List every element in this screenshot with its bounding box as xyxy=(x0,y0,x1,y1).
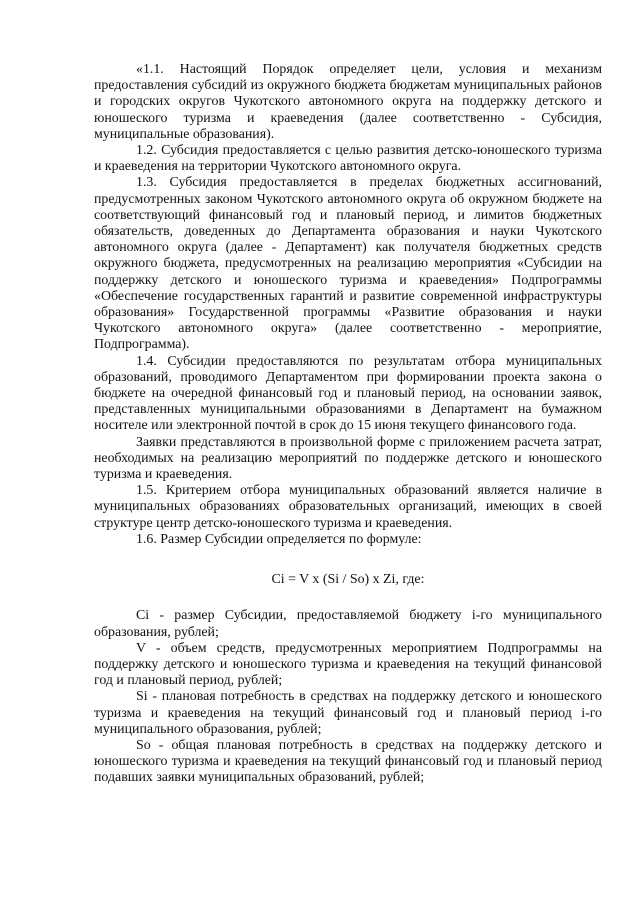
paragraph-1-5: 1.5. Критерием отбора муниципальных образований является наличие в муниципальных образованиях образовательных организаций, имеющих в своей структуре центр детско-юношеского туризма и краеведения. xyxy=(94,483,602,531)
definition-ci: Ci - размер Субсидии, предоставляемой бюджету i-го муниципального образования, рублей; xyxy=(94,608,602,640)
paragraph-1-4: 1.4. Субсидии предоставляются по результатам отбора муниципальных образований, проводимого Департаментом при формировании проекта закона о бюджете на очередной финансовый год и плановый период, на основании заявок, представленных муниципальными образованиями в Департамент на бумажном носителе или электронной почтой в срок до 15 июня текущего финансового года. xyxy=(94,353,602,434)
definition-v: V - объем средств, предусмотренных мероприятием Подпрограммы на поддержку детского и юношеского туризма и краеведения на текущий финансовой год и плановый период, рублей; xyxy=(94,640,602,689)
definition-si: Si - плановая потребность в средствах на поддержку детского и юношеского туризма и краеведения на текущий финансовый год и плановый период i-го муниципального образования, рублей; xyxy=(94,689,602,737)
paragraph-1-6: 1.6. Размер Субсидии определяется по формуле: xyxy=(136,531,422,547)
subsidy-formula: Ci = V x (Si / So) x Zi, где: xyxy=(271,572,425,588)
paragraph-applications: Заявки представляются в произвольной форме с приложением расчета затрат, необходимых на реализацию мероприятий по поддержке детского и юношеского туризма и краеведения. xyxy=(94,434,602,483)
paragraph-1-1: «1.1. Настоящий Порядок определяет цели, условия и механизм предоставления субсидий из окружного бюджета бюджетам муниципальных районов и городских округов Чукотского автономного округа на поддержку детского и юношеского туризма и краеведения (далее соответственно - Субсидия, муниципальные образования). xyxy=(94,62,602,142)
paragraph-1-3: 1.3. Субсидия предоставляется в пределах бюджетных ассигнований, предусмотренных законом Чукотского автономного округа об окружном бюджете на соответствующий финансовый год и плановый период, и лимитов бюджетных обязательств, доведенных до Департамента образования и науки Чукотского автономного округа (далее - Департамент) как получателя бюджетных средств окружного бюджета, предусмотренных на реализацию мероприятия «Субсидии на поддержку детского и юношеского туризма и краеведения» Подпрограммы «Обеспечение государственных гарантий и развитие современной инфраструктуры образования» Государственной программы «Развитие образования и науки Чукотского автономного округа» (далее соответственно - мероприятие, Подпрограмма). xyxy=(94,175,602,353)
definition-so: So - общая плановая потребность в средствах на поддержку детского и юношеского туризма и краеведения на текущий финансовый год и плановый период подавших заявки муниципальных образований, рублей; xyxy=(94,737,602,786)
paragraph-1-2: 1.2. Субсидия предоставляется с целью развития детско-юношеского туризма и краеведения на территории Чукотского автономного округа. xyxy=(94,143,602,175)
document-body xyxy=(94,62,602,787)
